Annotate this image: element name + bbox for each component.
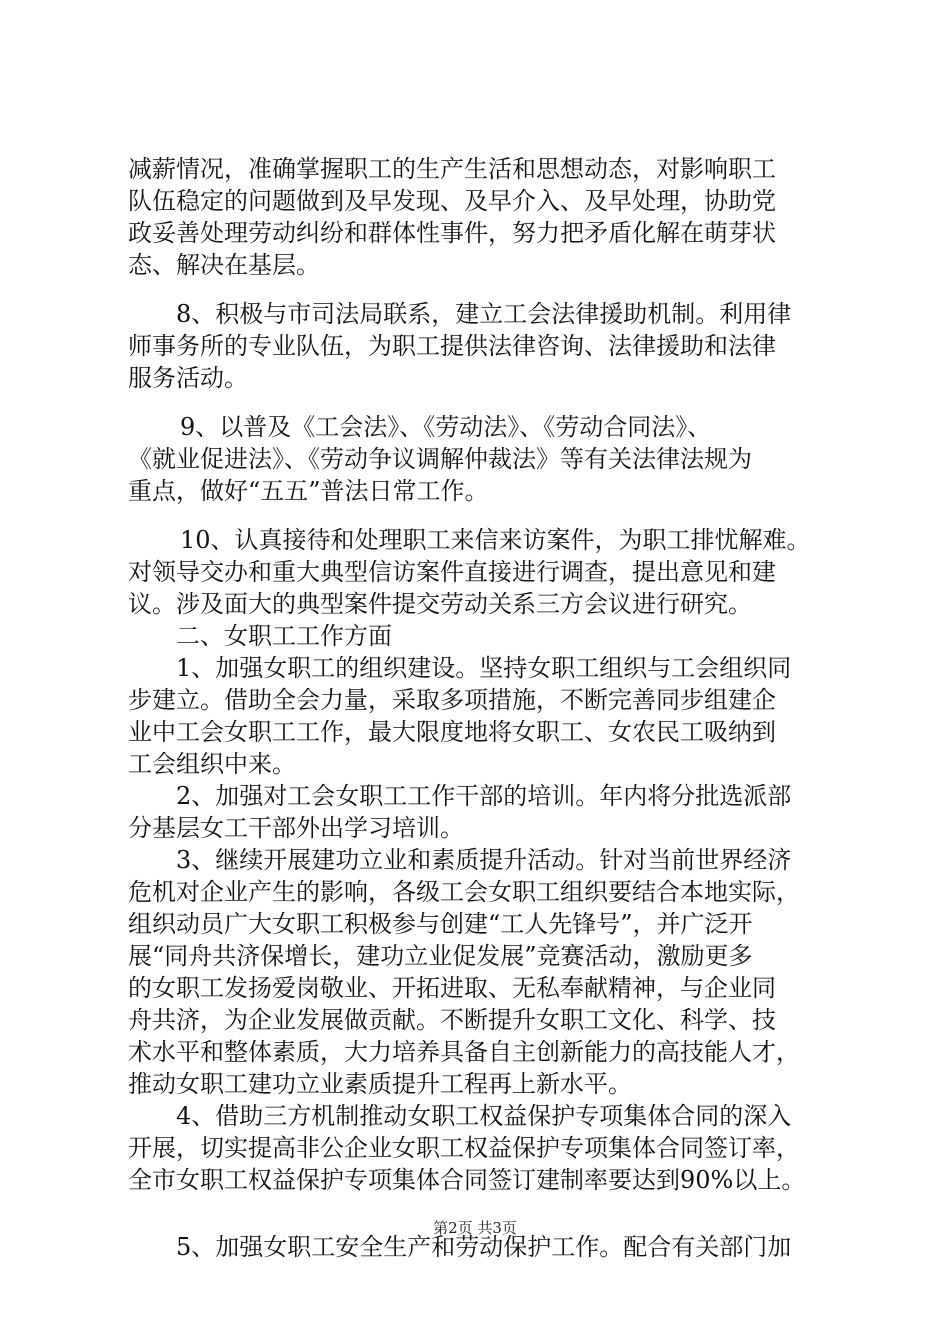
text-line: 舟共济，为企业发展做贡献。不断提升女职工文化、科学、技 <box>128 1006 776 1034</box>
text-line: 的女职工发扬爱岗敬业、开拓进取、无私奉献精神，与企业同 <box>128 974 776 1002</box>
text-line: 推动女职工建功立业素质提升工程再上新水平。 <box>128 1070 632 1098</box>
text-line: 4、借助三方机制推动女职工权益保护专项集体合同的深入 <box>176 1102 792 1130</box>
text-line: 1、加强女职工的组织建设。坚持女职工组织与工会组织同 <box>176 654 792 682</box>
section-heading: 二、女职工工作方面 <box>176 622 392 650</box>
text-line: 师事务所的专业队伍，为职工提供法律咨询、法律援助和法律 <box>128 332 776 360</box>
text-line: 危机对企业产生的影响，各级工会女职工组织要结合本地实际， <box>128 878 800 906</box>
text-line: 对领导交办和重大典型信访案件直接进行调查，提出意见和建 <box>128 558 776 586</box>
text-line: 2、加强对工会女职工工作干部的培训。年内将分批选派部 <box>176 782 792 810</box>
text-line: 8、积极与市司法局联系，建立工会法律援助机制。利用律 <box>176 300 792 328</box>
text-line: 9、以普及《工会法》、《劳动法》、《劳动合同法》、 <box>180 413 712 441</box>
text-line: 术水平和整体素质，大力培养具备自主创新能力的高技能人才， <box>128 1038 800 1066</box>
text-line: 减薪情况，准确掌握职工的生产生活和思想动态，对影响职工 <box>128 155 776 183</box>
text-line: 3、继续开展建功立业和素质提升活动。针对当前世界经济 <box>176 846 792 874</box>
text-line: 业中工会女职工工作，最大限度地将女职工、女农民工吸纳到 <box>128 718 776 746</box>
text-line: 服务活动。 <box>128 364 248 392</box>
text-line: 态、解决在基层。 <box>128 251 320 279</box>
text-line: 分基层女工干部外出学习培训。 <box>128 814 464 842</box>
text-line: 步建立。借助全会力量，采取多项措施，不断完善同步组建企 <box>128 686 776 714</box>
text-line: 《就业促进法》、《劳动争议调解仲裁法》等有关法律法规为 <box>128 445 752 473</box>
text-line: 政妥善处理劳动纠纷和群体性事件，努力把矛盾化解在萌芽状 <box>128 219 776 247</box>
text-line: 开展，切实提高非公企业女职工权益保护专项集体合同签订率， <box>128 1134 800 1162</box>
text-line: 全市女职工权益保护专项集体合同签订建制率要达到90%以上。 <box>128 1166 806 1194</box>
text-line: 议。涉及面大的典型案件提交劳动关系三方会议进行研究。 <box>128 590 752 618</box>
page-footer: 第2页 共3页 <box>433 1219 517 1237</box>
text-line: 队伍稳定的问题做到及早发现、及早介入、及早处理，协助党 <box>128 187 776 215</box>
text-line: 展“同舟共济保增长，建功立业促发展”竞赛活动，激励更多 <box>128 942 753 970</box>
text-line: 重点，做好“五五”普法日常工作。 <box>128 477 489 505</box>
text-line: 工会组织中来。 <box>128 750 296 778</box>
text-line: 组织动员广大女职工积极参与创建“工人先锋号”，并广泛开 <box>128 910 753 938</box>
text-line: 5、加强女职工安全生产和劳动保护工作。配合有关部门加 <box>176 1233 792 1261</box>
text-line: 10、认真接待和处理职工来信来访案件，为职工排忧解难。 <box>180 526 811 554</box>
